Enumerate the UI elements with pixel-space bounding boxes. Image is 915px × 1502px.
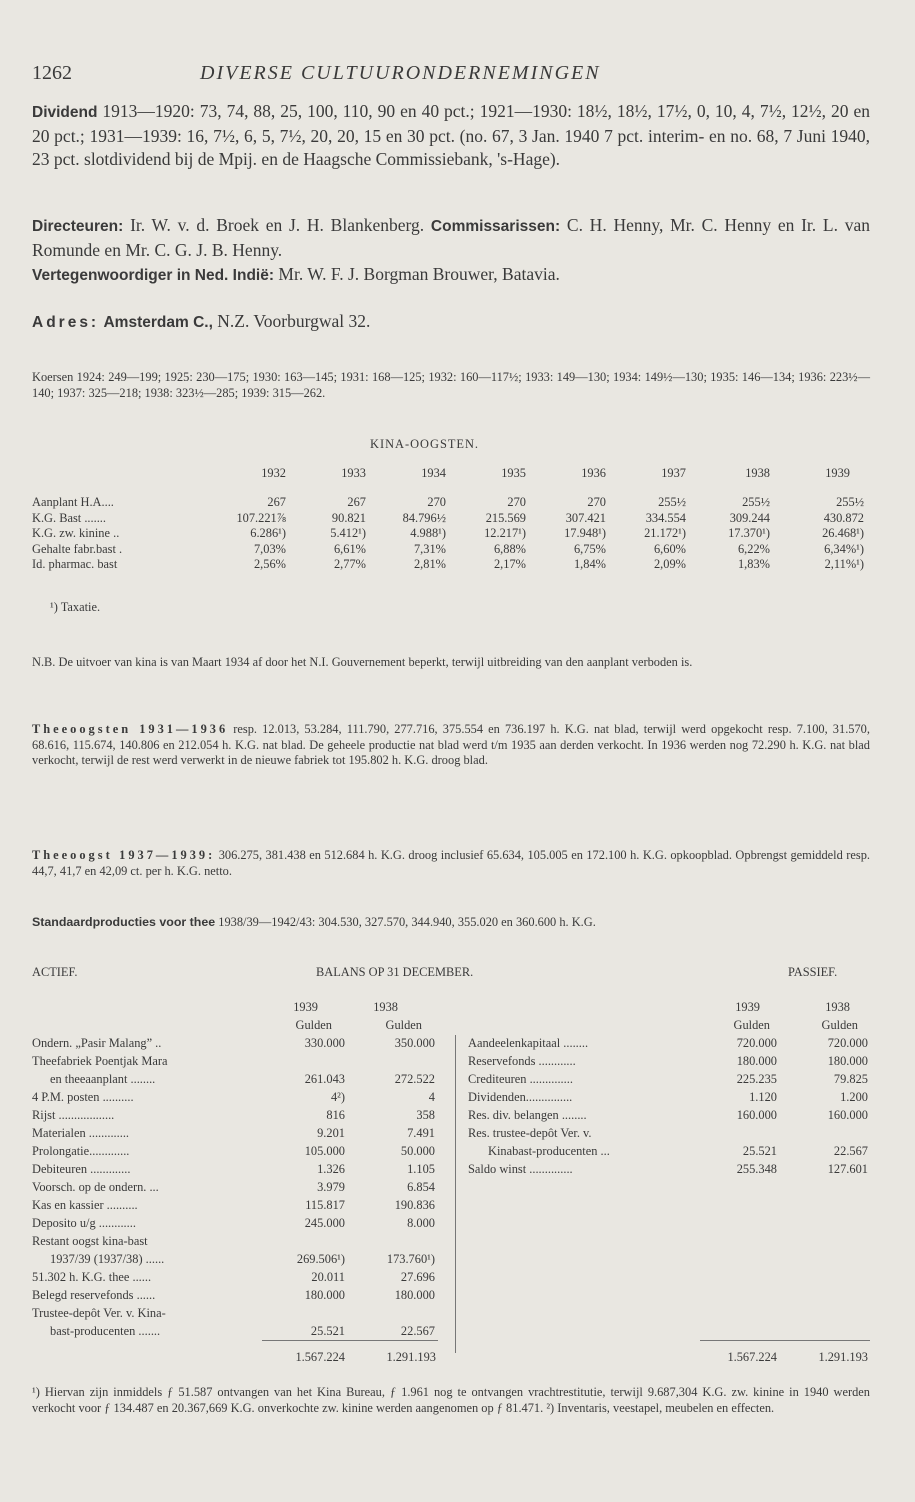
dividend-text: 1913—1920: 73, 74, 88, 25, 100, 110, 90 en 40 pct.; 1921—1930: 18½, 18½, 17½, 0, 10, 4, 7½, 12½, 20 en 20 pct.; 1931—1939: 16, 7½, 6, 5, 7½, 20, 20, 15 en 30 pct. (no. 67, 3 Jan. 1940 7 pct. interim- en no. 68, 7 Juni 1940, 23 pct. slotdividend bij de Mpij. en de Haagsche Commissiebank, 's-Hage). — [32, 101, 870, 169]
kina-cell: 5.412¹) — [330, 526, 366, 540]
actief-row-label: Deposito u/g ............ — [32, 1216, 136, 1230]
actief-value: 105.000 — [304, 1144, 345, 1158]
passief-row-label: Saldo winst .............. — [468, 1162, 573, 1176]
actief-value: 245.000 — [304, 1216, 345, 1230]
kina-cell: 26.468¹) — [822, 526, 864, 540]
nb-label: N.B. — [32, 655, 56, 669]
kina-year-header: 1935 — [501, 466, 526, 480]
passief-year-1938: 1938 — [825, 1000, 850, 1014]
kina-cell: 6,60% — [653, 541, 686, 556]
page-number: 1262 — [32, 62, 72, 84]
actief-value: 20.011 — [311, 1270, 345, 1284]
vertegenwoordiger-text: Mr. W. F. J. Borgman Brouwer, Batavia. — [278, 264, 560, 284]
actief-row-label: 51.302 h. K.G. thee ...... — [32, 1270, 152, 1284]
actief-row-label: Materialen ............. — [32, 1126, 130, 1140]
actief-row-label: Restant oogst kina-bast — [32, 1234, 148, 1248]
actief-value: 1.326 — [317, 1162, 345, 1176]
kina-cell: 430.872 — [823, 510, 864, 525]
kina-cell: 4.988¹) — [410, 526, 446, 540]
actief-row-label: en theeaanplant ........ — [50, 1072, 156, 1086]
standaard-label: Standaardproducties voor thee — [32, 915, 216, 929]
actief-value: 115.817 — [305, 1198, 345, 1212]
actief-heading: ACTIEF. — [32, 965, 78, 979]
kina-cell: 6,22% — [737, 541, 770, 556]
directeuren-text: Ir. W. v. d. Broek en J. H. Blankenberg. — [130, 215, 425, 235]
kina-cell: 6,88% — [493, 541, 526, 556]
actief-value: 8.000 — [407, 1216, 435, 1230]
passief-total-1939: 1.567.224 — [727, 1350, 777, 1364]
passief-value: 1.120 — [749, 1090, 777, 1104]
kina-cell: 2,09% — [653, 557, 686, 571]
adres-city: Amsterdam C., — [103, 314, 213, 331]
vertegenwoordiger-label: Vertegenwoordiger in Ned. Indië: — [32, 267, 275, 284]
actief-row-label: Trustee-depôt Ver. v. Kina- — [32, 1306, 166, 1320]
actief-value: 816 — [326, 1108, 345, 1122]
kina-year-header: 1937 — [661, 466, 686, 480]
actief-value: 22.567 — [400, 1324, 435, 1338]
nb-text: De uitvoer van kina is van Maart 1934 af door het N.I. Gouvernement beperkt, terwijl uitbreiding van den aanplant verboden is. — [58, 655, 693, 669]
kina-cell: 7,31% — [413, 541, 446, 556]
theeoogsten-label: Theeoogsten 1931—1936 — [32, 722, 229, 736]
passief-row-label: Res. trustee-depôt Ver. v. — [468, 1126, 592, 1140]
kina-cell: 255½ — [836, 495, 864, 509]
commissarissen-label: Commissarissen: — [430, 218, 561, 235]
balans-heading: BALANS OP 31 DECEMBER. — [316, 965, 474, 979]
passief-value: 1.200 — [840, 1090, 868, 1104]
passief-value: 22.567 — [833, 1144, 868, 1158]
bottom-footnote: ¹) Hiervan zijn inmiddels ƒ 51.587 ontvangen van het Kina Bureau, ƒ 1.961 nog te ontvangen vrachtrestitutie, terwijl 9.687,304 K.G. zw. kinine in 1940 werden verkocht voor ƒ 134.487 en 20.367,669 K.G. onverkochte zw. kinine werden aangenomen op ƒ 81.471. ²) Inventaris, veestapel, meubelen en effecten. — [32, 1385, 870, 1415]
balance-divider — [455, 1035, 456, 1353]
kina-cell: 255½ — [742, 495, 770, 509]
theeoogst-text: 306.275, 381.438 en 512.684 h. K.G. droog inclusief 65.634, 105.005 en 172.100 h. K.G. opkoopblad. Opbrengst gemiddeld resp. 44,7, 41,7 en 42,09 ct. per h. K.G. netto. — [32, 848, 870, 878]
passief-row-label: Kinabast-producenten ... — [488, 1144, 610, 1158]
passief-value: 180.000 — [827, 1054, 868, 1068]
passief-unit-1939: Gulden — [733, 1018, 770, 1032]
kina-cell: 309.244 — [729, 510, 770, 525]
koersen-paragraph: Koersen 1924: 249—199; 1925: 230—175; 1930: 163—145; 1931: 168—125; 1932: 160—117½; 1933: 149—130; 1934: 149½—130; 1935: 146—134; 1936: 223½—140; 1937: 325—218; 1938: 323½—285; 1939: 315—262. — [32, 370, 870, 400]
kina-year-header: 1938 — [745, 466, 770, 480]
kina-cell: 307.421 — [565, 510, 606, 525]
passief-value: 720.000 — [827, 1036, 868, 1050]
kina-cell: 107.221⅞ — [236, 510, 286, 525]
passief-value: 127.601 — [827, 1162, 868, 1176]
passief-value: 255.348 — [736, 1162, 777, 1176]
kina-cell: 2,81% — [413, 557, 446, 571]
actief-unit-1938: Gulden — [385, 1018, 422, 1032]
actief-row-label: Ondern. „Pasir Malang” .. — [32, 1036, 162, 1050]
actief-value: 180.000 — [394, 1288, 435, 1302]
kina-cell: 334.554 — [645, 510, 686, 525]
passief-value: 225.235 — [736, 1072, 777, 1086]
passief-row-label: Crediteuren .............. — [468, 1072, 573, 1086]
passief-total-rule — [700, 1340, 870, 1341]
running-title: DIVERSE CULTUURONDERNEMINGEN — [200, 62, 601, 84]
kina-cell: 2,17% — [493, 557, 526, 571]
kina-cell: 270 — [587, 495, 606, 509]
theeoogsten-text: resp. 12.013, 53.284, 111.790, 277.716, 375.554 en 736.197 h. K.G. nat blad, terwijl werd opgekocht resp. 7.100, 31.570, 68.616, 115.674, 140.806 en 212.054 h. K.G. nat blad. De geheele productie nat blad werd t/m 1935 aan derden verkocht. In 1936 werden nog 72.290 h. K.G. nat blad verkocht, terwijl de rest werd verwerkt in de nieuwe fabriek tot 195.802 h. K.G. droog blad. — [32, 722, 870, 767]
kina-cell: 267 — [347, 495, 366, 509]
actief-value: 50.000 — [400, 1144, 435, 1158]
actief-row-label: 1937/39 (1937/38) ...... — [50, 1252, 165, 1266]
kina-row-label: Aanplant H.A.... — [32, 495, 114, 509]
kina-cell: 267 — [267, 495, 286, 509]
actief-value: 358 — [416, 1108, 435, 1122]
actief-value: 4²) — [330, 1090, 345, 1104]
actief-value: 25.521 — [310, 1324, 345, 1338]
passief-row-label: Res. div. belangen ........ — [468, 1108, 587, 1122]
kina-cell: 6,61% — [333, 541, 366, 556]
kina-row-label: K.G. zw. kinine .. — [32, 526, 120, 540]
passief-row-label: Aandeelenkapitaal ........ — [468, 1036, 589, 1050]
kina-year-header: 1933 — [341, 466, 366, 480]
actief-value: 27.696 — [400, 1270, 435, 1284]
passief-year-1939: 1939 — [735, 1000, 760, 1014]
actief-value: 173.760¹) — [386, 1252, 435, 1266]
actief-row-label: Theefabriek Poentjak Mara — [32, 1054, 168, 1068]
actief-value: 9.201 — [317, 1126, 345, 1140]
directeuren-label: Directeuren: — [32, 218, 124, 235]
actief-value: 330.000 — [304, 1036, 345, 1050]
kina-title: KINA-OOGSTEN. — [370, 437, 480, 451]
kina-cell: 215.569 — [485, 510, 526, 525]
passief-value: 160.000 — [827, 1108, 868, 1122]
kina-cell: 21.172¹) — [644, 526, 686, 540]
kina-year-header: 1936 — [581, 466, 606, 480]
kina-row-label: Id. pharmac. bast — [32, 557, 118, 571]
actief-total-rule — [262, 1340, 438, 1341]
actief-value: 6.854 — [407, 1180, 435, 1194]
passief-value: 180.000 — [736, 1054, 777, 1068]
kina-cell: 6,75% — [573, 541, 606, 556]
kina-cell: 84.796½ — [402, 510, 446, 525]
actief-value: 3.979 — [317, 1180, 345, 1194]
kina-cell: 270 — [427, 495, 446, 509]
kina-cell: 2,56% — [253, 557, 286, 571]
actief-value: 190.836 — [394, 1198, 435, 1212]
kina-cell: 6.286¹) — [250, 526, 286, 540]
kina-cell: 270 — [507, 495, 526, 509]
dividend-label: Dividend — [32, 104, 98, 121]
passief-heading: PASSIEF. — [788, 965, 838, 979]
passief-total-1938: 1.291.193 — [818, 1350, 868, 1364]
actief-unit-1939: Gulden — [295, 1018, 332, 1032]
passief-value: 79.825 — [833, 1072, 868, 1086]
kina-year-header: 1939 — [825, 466, 850, 480]
actief-row-label: Voorsch. op de ondern. ... — [32, 1180, 159, 1194]
actief-value: 7.491 — [407, 1126, 435, 1140]
kina-cell: 1,84% — [573, 557, 606, 571]
passief-unit-1938: Gulden — [821, 1018, 858, 1032]
kina-cell: 12.217¹) — [484, 526, 526, 540]
actief-row-label: Kas en kassier .......... — [32, 1198, 138, 1212]
kina-cell: 2,11%¹) — [824, 557, 864, 571]
passief-value: 160.000 — [736, 1108, 777, 1122]
kina-year-header: 1934 — [421, 466, 446, 480]
kina-cell: 17.948¹) — [564, 526, 606, 540]
kina-row-label: Gehalte fabr.bast . — [32, 541, 123, 556]
actief-value: 4 — [428, 1090, 435, 1104]
kina-cell: 255½ — [658, 495, 686, 509]
actief-row-label: Rijst .................. — [32, 1108, 115, 1122]
kina-cell: 2,77% — [333, 557, 366, 571]
actief-total-1939: 1.567.224 — [295, 1350, 345, 1364]
actief-total-1938: 1.291.193 — [386, 1350, 436, 1364]
kina-footnote: ¹) Taxatie. — [50, 600, 101, 614]
kina-year-header: 1932 — [261, 466, 286, 480]
kina-cell: 6,34%¹) — [824, 541, 864, 556]
commissarissen-text: C. H. Henny, Mr. C. Henny en Ir. L. van Romunde en Mr. C. G. J. B. Henny. — [32, 215, 870, 260]
actief-value: 272.522 — [394, 1072, 435, 1086]
standaard-text: 1938/39—1942/43: 304.530, 327.570, 344.940, 355.020 en 360.600 h. K.G. — [218, 915, 596, 929]
kina-cell: 90.821 — [331, 510, 366, 525]
passief-row-label: Reservefonds ............ — [468, 1054, 576, 1068]
actief-year-1938: 1938 — [373, 1000, 398, 1014]
theeoogst-label: Theeoogst 1937—1939: — [32, 848, 216, 862]
actief-row-label: Belegd reservefonds ...... — [32, 1288, 156, 1302]
passief-row-label: Dividenden............... — [468, 1090, 573, 1104]
adres-text: N.Z. Voorburgwal 32. — [217, 311, 371, 331]
kina-cell: 17.370¹) — [728, 526, 770, 540]
actief-row-label: Prolongatie............. — [32, 1144, 130, 1158]
actief-row-label: bast-producenten ....... — [50, 1324, 161, 1338]
passief-value: 720.000 — [736, 1036, 777, 1050]
actief-value: 180.000 — [304, 1288, 345, 1302]
actief-value: 269.506¹) — [296, 1252, 345, 1266]
actief-value: 261.043 — [304, 1072, 345, 1086]
kina-row-label: K.G. Bast ....... — [32, 510, 106, 525]
actief-row-label: Debiteuren ............. — [32, 1162, 131, 1176]
adres-label: Adres: — [32, 314, 100, 331]
actief-value: 350.000 — [394, 1036, 435, 1050]
actief-row-label: 4 P.M. posten .......... — [32, 1090, 134, 1104]
actief-value: 1.105 — [407, 1162, 435, 1176]
passief-value: 25.521 — [742, 1144, 777, 1158]
kina-cell: 7,03% — [253, 541, 286, 556]
kina-cell: 1,83% — [737, 557, 770, 571]
actief-year-1939: 1939 — [293, 1000, 318, 1014]
